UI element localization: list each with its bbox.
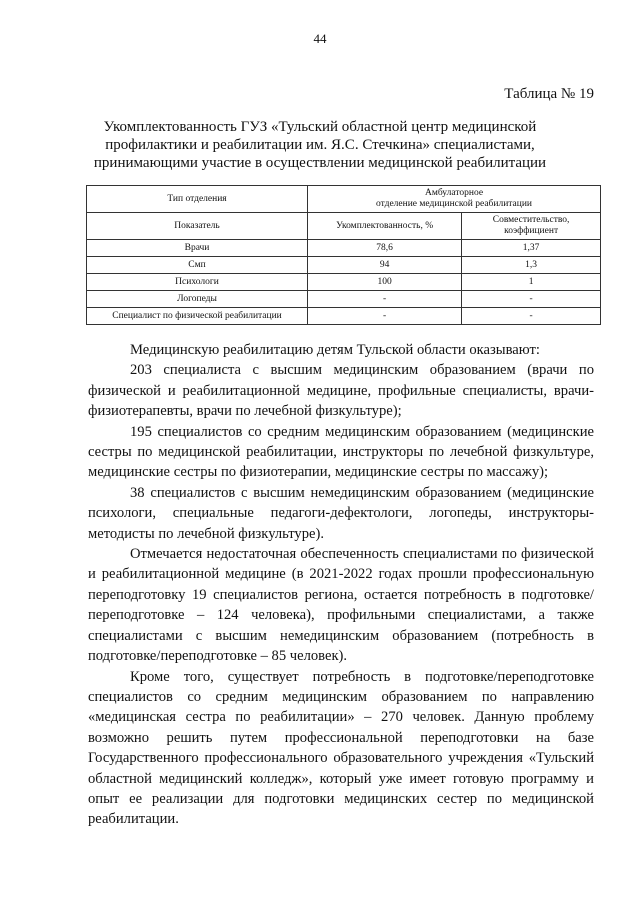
table-header-row	[87, 213, 601, 240]
paragraph: Отмечается недостаточная обеспеченность специалистами по физической и реабилитационной медицине (в 2021-2022 годах прошли профессиональную переподготовку 19 специалистов региона, остается потребность в подготовке/переподготовке – 124 человека), профильными специалистами, а также специалистами с высшим немедицинским образованием (потребность в подготовке/переподготовке – 85 человек).	[88, 546, 594, 665]
header-coefficient	[462, 213, 601, 240]
header-coefficient-line: Совместительство,	[492, 215, 570, 225]
table-row	[87, 257, 601, 274]
paragraph: Медицинскую реабилитацию детям Тульской области оказывают:	[130, 342, 540, 358]
table-row	[87, 308, 601, 325]
row-staffing: 94	[308, 257, 462, 274]
row-coefficient: -	[462, 308, 601, 325]
paragraph: 195 специалистов со средним медицинским образованием (медицинские сестры по медицинской реабилитации, инструкторы по лечебной физкультуре, медицинские сестры по физиотерапии, медицинские сестры по массажу);	[88, 423, 594, 481]
table-header-row	[87, 186, 601, 213]
table-row	[87, 240, 601, 257]
table-row	[87, 274, 601, 291]
caption-line: принимающими участие в осуществлении медицинской реабилитации	[93, 155, 547, 171]
header-indicator: Показатель	[87, 213, 308, 240]
row-name: Психологи	[87, 274, 308, 291]
row-name: Специалист по физической реабилитации	[87, 308, 308, 325]
staffing-table	[86, 185, 601, 325]
body-text	[88, 340, 594, 830]
paragraph: Кроме того, существует потребность в подготовке/переподготовке специалистов со средним медицинским образованием по направлению «медицинская сестра по реабилитации» – 270 человек. Данную проблему возможно решить путем профессиональной переподготовки на базе Государственного профессионального образовательного учреждения «Тульский областной медицинский колледж», который уже имеет готовую программу и опыт ее реализации для подготовки медицинских сестер по медицинской реабилитации.	[88, 668, 594, 828]
row-name: Врачи	[87, 240, 308, 257]
row-coefficient: 1	[462, 274, 601, 291]
header-department-type: Тип отделения	[87, 186, 308, 213]
caption-line: Укомплектованность ГУЗ «Тульский областной центр медицинской	[103, 119, 537, 135]
caption-line: профилактики и реабилитации им. Я.С. Стечкина» специалистами,	[105, 137, 535, 153]
row-coefficient: 1,3	[462, 257, 601, 274]
header-coefficient-line: коэффициент	[504, 226, 559, 236]
row-name: Логопеды	[87, 291, 308, 308]
row-staffing: 100	[308, 274, 462, 291]
table-row	[87, 291, 601, 308]
row-coefficient: -	[462, 291, 601, 308]
table-label: Таблица № 19	[504, 86, 594, 102]
header-group-line: отделение медицинской реабилитации	[375, 199, 533, 209]
page-number: 44	[313, 31, 327, 46]
row-staffing: -	[308, 308, 462, 325]
row-name: Смп	[87, 257, 308, 274]
table-caption	[60, 118, 580, 172]
row-coefficient: 1,37	[462, 240, 601, 257]
header-department-group	[308, 186, 601, 213]
paragraph: 203 специалиста с высшим медицинским образованием (врачи по физической и реабилитационной медицине, профильные специалисты, врачи-физиотерапевты, врачи по лечебной физкультуре);	[88, 362, 594, 420]
header-group-line: Амбулаторное	[424, 188, 484, 198]
paragraph: 38 специалистов с высшим немедицинским образованием (медицинские психологи, специальные педагоги-дефектологи, логопеды, инструкторы-методисты по лечебной физкультуре).	[88, 484, 594, 542]
row-staffing: -	[308, 291, 462, 308]
header-staffing: Укомплектованность, %	[308, 213, 462, 240]
row-staffing: 78,6	[308, 240, 462, 257]
